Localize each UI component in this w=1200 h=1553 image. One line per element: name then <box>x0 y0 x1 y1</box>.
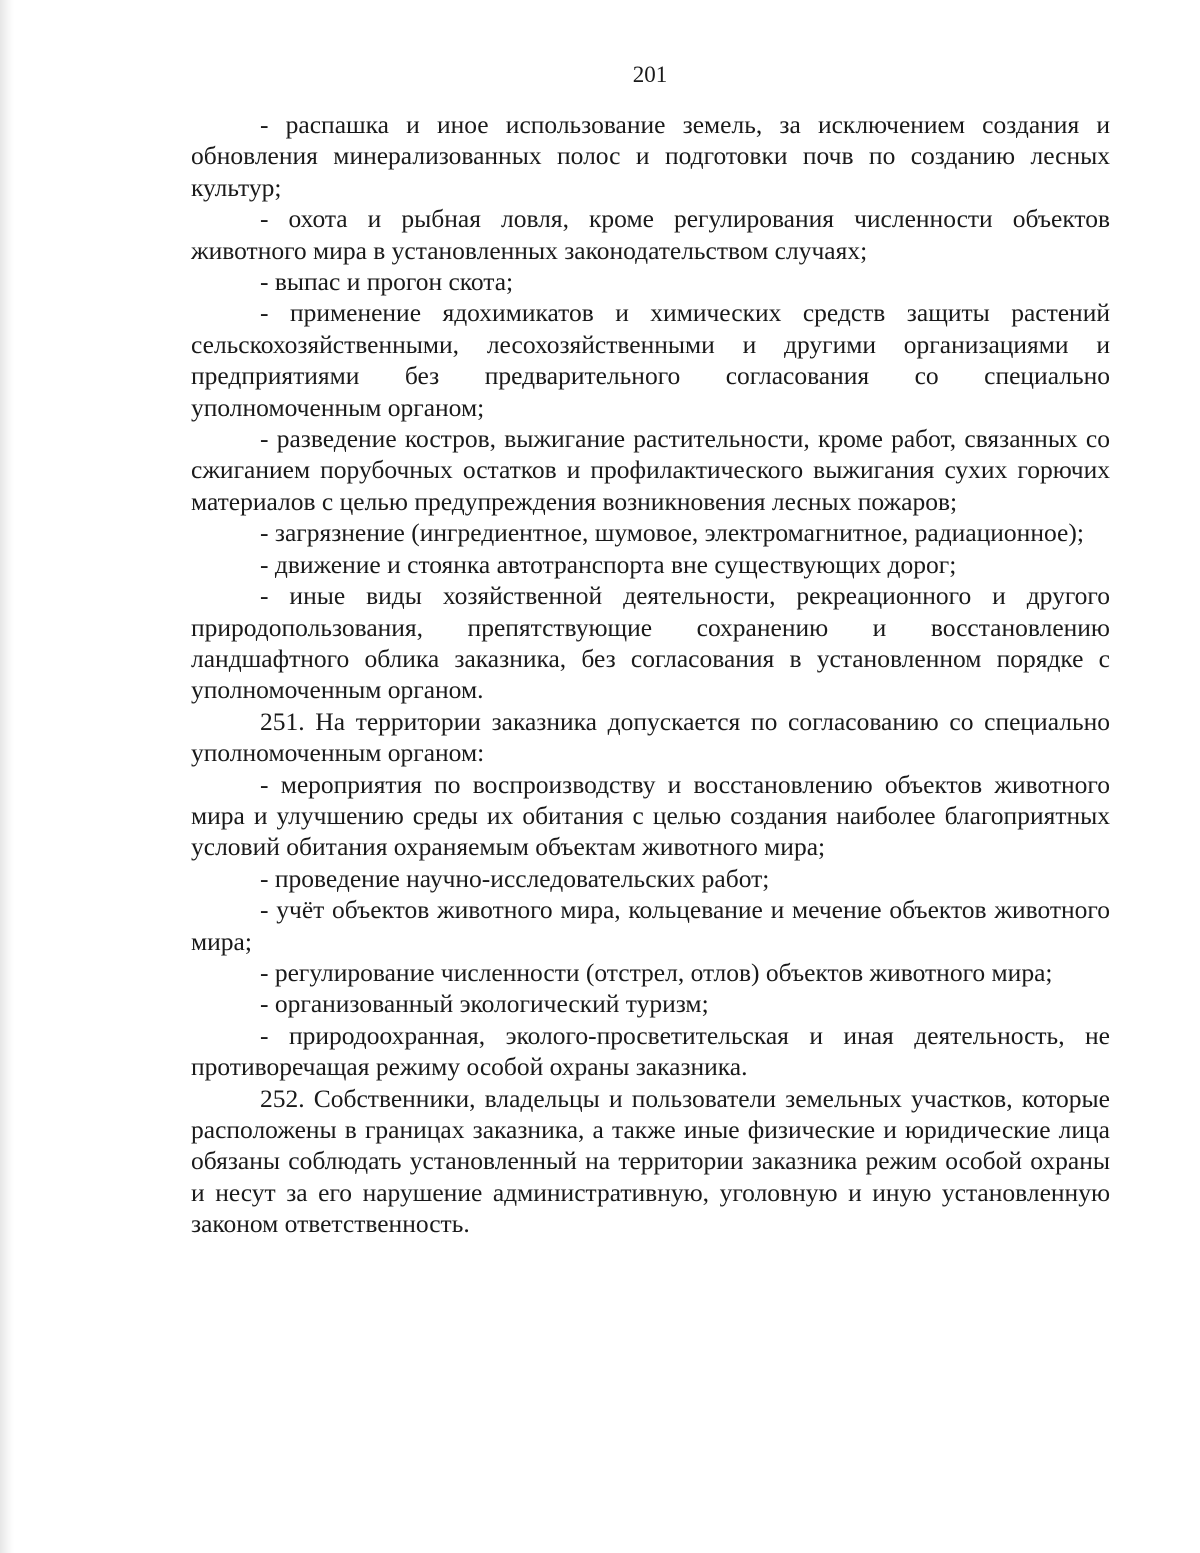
paragraph-ploughing: - распашка и иное использование земель, за исключением создания и обновления минерализованных полос и подготовки почв по созданию лесных культур; <box>191 110 1110 202</box>
paragraph-fires: - разведение костров, выжигание растительности, кроме работ, связанных со сжиганием порубочных остатков и профилактического выжигания сухих горючих материалов с целью предупреждения возникновения лесных пожаров; <box>191 424 1110 516</box>
paragraph-research: - проведение научно-исследовательских работ; <box>260 863 770 893</box>
paragraph-pollution: - загрязнение (ингредиентное, шумовое, электромагнитное, радиационное); <box>260 518 1084 548</box>
page-number: 201 <box>632 62 668 87</box>
paragraph-pesticides: - применение ядохимикатов и химических средств защиты растений сельскохозяйственными, лесохозяйственными и другими организациями и предприятиями без предварительного согласования со специально уполномоченным органом; <box>191 298 1110 422</box>
paragraph-other-activities: - иные виды хозяйственной деятельности, рекреационного и другого природопользования, препятствующие сохранению и восстановлению ландшафтного облика заказника, без согласования в установленном порядке с уполномоченным органом. <box>191 581 1110 705</box>
paragraph-reproduction: - мероприятия по воспроизводству и восстановлению объектов животного мира и улучшению среды их обитания с целью создания наиболее благоприятных условий обитания охраняемым объектам животного мира; <box>191 769 1110 862</box>
clause-251: 251. На территории заказника допускается по согласованию со специально уполномоченным органом: <box>191 706 1110 768</box>
paragraph-population-control: - регулирование численности (отстрел, отлов) объектов животного мира; <box>260 957 1053 987</box>
paragraph-census-ringing: - учёт объектов животного мира, кольцевание и мечение объектов животного мира; <box>191 895 1110 956</box>
paragraph-ecotourism: - организованный экологический туризм; <box>260 989 709 1019</box>
document-body <box>191 109 1110 1240</box>
paragraph-vehicles: - движение и стоянка автотранспорта вне существующих дорог; <box>260 549 957 579</box>
paragraph-conservation-activity: - природоохранная, эколого-просветительская и иная деятельность, не противоречащая режиму особой охраны заказника. <box>191 1020 1110 1082</box>
paragraph-hunting-fishing: - охота и рыбная ловля, кроме регулирования численности объектов животного мира в установленных законодательством случаях; <box>191 204 1110 265</box>
paragraph-grazing: - выпас и прогон скота; <box>260 267 514 297</box>
clause-252: 252. Собственники, владельцы и пользователи земельных участков, которые расположены в границах заказника, а также иные физические и юридические лица обязаны соблюдать установленный на территории заказника режим особой охраны и несут за его нарушение административную, уголовную и иную установленную законом ответственность. <box>191 1083 1110 1239</box>
scan-edge-shadow <box>0 0 14 1553</box>
